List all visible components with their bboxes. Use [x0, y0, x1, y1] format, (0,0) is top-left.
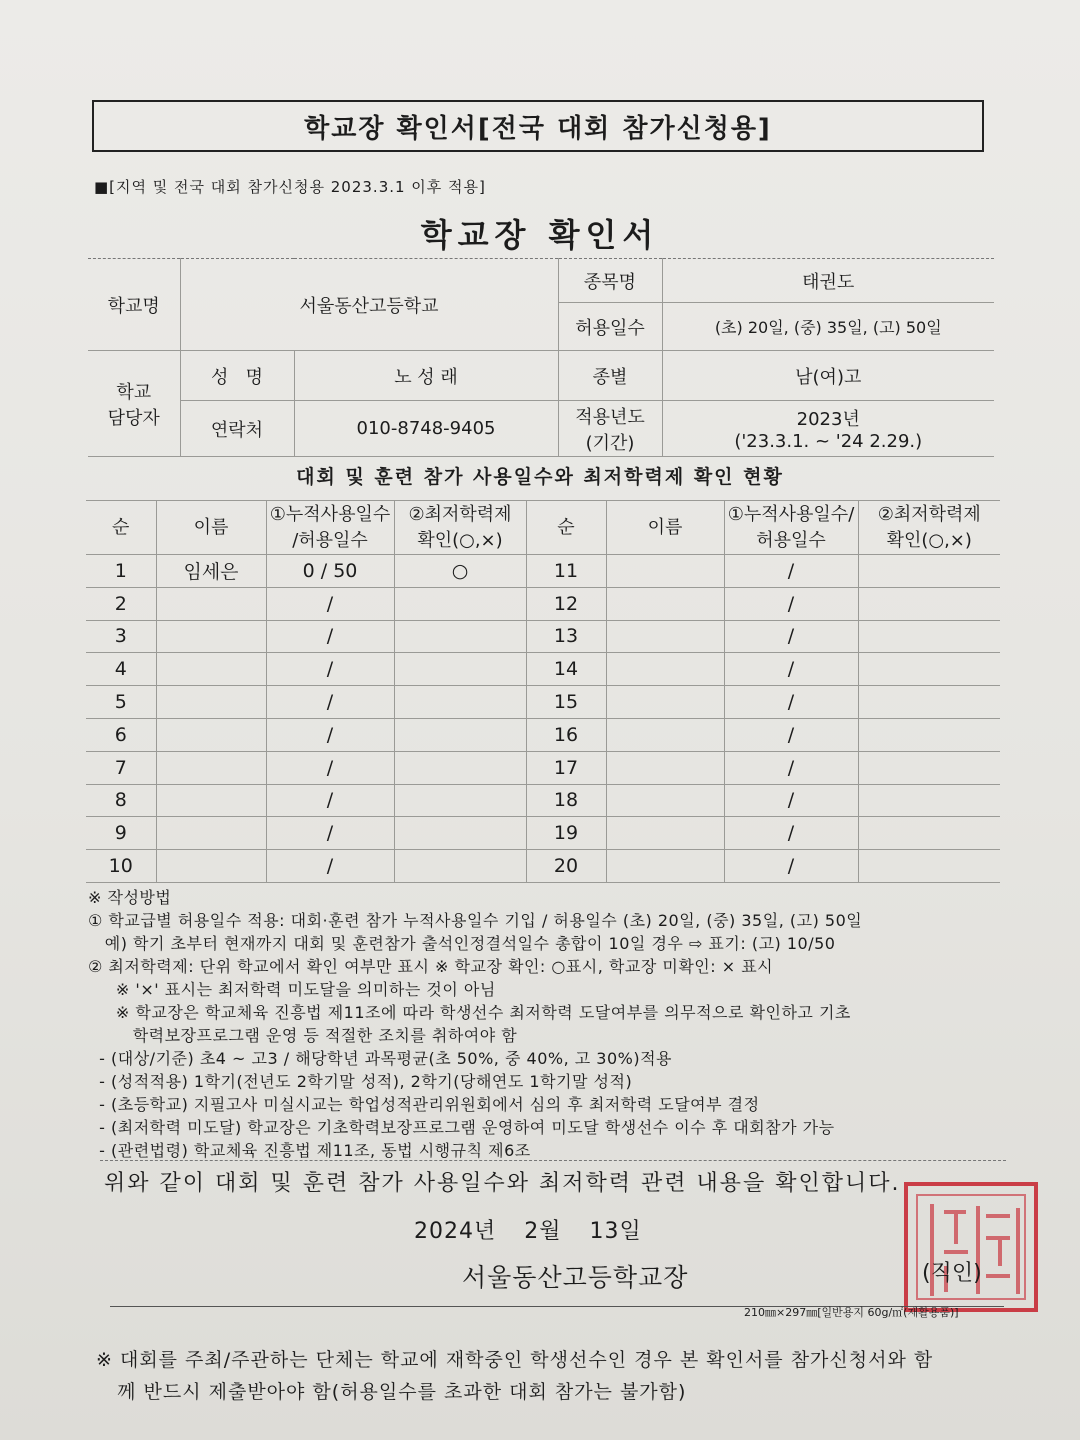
guide-line: ※ 작성방법	[88, 888, 172, 907]
row-days: /	[724, 686, 858, 719]
writing-guide	[88, 886, 1018, 1162]
row-days: /	[266, 653, 394, 686]
row-name	[156, 587, 266, 620]
guide-line: ※ 학교장은 학교체육 진흥법 제11조에 따라 학생선수 최저학력 도달여부를 의무적으로 확인하고 기초	[88, 1003, 851, 1022]
row-no: 16	[526, 718, 606, 751]
row-no: 15	[526, 686, 606, 719]
year-value	[662, 401, 994, 457]
row-name	[606, 587, 724, 620]
row-days: /	[724, 653, 858, 686]
col-min-right-line2: 확인(○,×)	[886, 529, 972, 551]
row-name	[156, 751, 266, 784]
row-min-check	[858, 686, 1000, 719]
row-name	[156, 686, 266, 719]
row-days: /	[266, 817, 394, 850]
row-name	[606, 653, 724, 686]
col-no-right: 순	[526, 501, 606, 555]
row-days: /	[266, 850, 394, 883]
row-min-check	[394, 686, 526, 719]
col-days-right	[724, 501, 858, 555]
row-min-check	[394, 653, 526, 686]
row-name	[606, 555, 724, 588]
guide-line: ① 학교급별 허용일수 적용: 대회·훈련 참가 누적사용일수 기입 / 허용일수 (초) 20일, (중) 35일, (고) 50일	[88, 911, 863, 930]
row-no: 6	[86, 718, 156, 751]
manager-label-line2: 담당자	[107, 407, 160, 429]
table-row	[86, 751, 1000, 784]
issue-date: 2024년 2월 13일	[414, 1219, 642, 1244]
guide-line: - (초등학교) 지필고사 미실시교는 학업성적관리위원회에서 심의 후 최저학력 도달여부 결정	[88, 1095, 760, 1114]
official-seal-icon	[904, 1182, 1038, 1312]
row-name	[606, 718, 724, 751]
row-no: 5	[86, 686, 156, 719]
table-row	[86, 718, 1000, 751]
row-days: /	[724, 620, 858, 653]
status-table	[86, 500, 1000, 883]
row-min-check	[394, 620, 526, 653]
col-name-right: 이름	[606, 501, 724, 555]
row-name	[606, 784, 724, 817]
row-name	[156, 718, 266, 751]
row-no: 11	[526, 555, 606, 588]
row-name	[156, 620, 266, 653]
name-value: 노 성 래	[294, 351, 558, 401]
gender-value: 남(여)고	[662, 351, 994, 401]
paper-spec-note: 210㎜×297㎜[일반용지 60g/㎡(재활용품)]	[744, 1306, 959, 1319]
allowed-days-value: (초) 20일, (중) 35일, (고) 50일	[662, 303, 994, 351]
row-days: /	[724, 817, 858, 850]
contact-label: 연락처	[180, 401, 294, 457]
row-min-check	[858, 817, 1000, 850]
row-min-check	[858, 587, 1000, 620]
col-min-left-line1: ②최저학력제	[408, 503, 512, 525]
guide-line: ※ '×' 표시는 최저학력 미도달을 의미하는 것이 아님	[88, 980, 496, 999]
guide-line: - (대상/기준) 초4 ~ 고3 / 해당학년 과목평균(초 50%, 중 40%, 고 30%)적용	[88, 1049, 673, 1068]
status-section-title: 대회 및 훈련 참가 사용일수와 최저학력제 확인 현황	[296, 466, 784, 488]
main-title: 학교장 확인서	[420, 216, 660, 254]
row-no: 12	[526, 587, 606, 620]
school-label: 학교명	[88, 259, 180, 351]
row-days: /	[724, 784, 858, 817]
row-name	[156, 817, 266, 850]
manager-label-line1: 학교	[116, 381, 152, 403]
row-name	[156, 784, 266, 817]
col-min-right-line1: ②최저학력제	[877, 503, 981, 525]
row-days: /	[266, 784, 394, 817]
confirmation-statement: 위와 같이 대회 및 훈련 참가 사용일수와 최저학력 관련 내용을 확인합니다.	[104, 1171, 901, 1196]
guide-line: - (최저학력 미도달) 학교장은 기초학력보장프로그램 운영하여 미도달 학생선수 이수 후 대회참가 가능	[88, 1118, 835, 1137]
document-box-title: 학교장 확인서[전국 대회 참가신청용]	[92, 100, 984, 152]
col-days-left	[266, 501, 394, 555]
row-no: 20	[526, 850, 606, 883]
year-value-line2: ('23.3.1. ~ '24 2.29.)	[734, 431, 923, 452]
row-no: 14	[526, 653, 606, 686]
row-name	[606, 686, 724, 719]
table-row	[86, 555, 1000, 588]
submission-note	[96, 1344, 1026, 1408]
manager-label	[88, 351, 180, 457]
note-line: ※ 대회를 주최/주관하는 단체는 학교에 재학중인 학생선수인 경우 본 확인서를 참가신청서와 함	[96, 1349, 934, 1371]
row-days: /	[266, 587, 394, 620]
divider	[100, 1160, 1006, 1161]
row-name	[156, 850, 266, 883]
event-label: 종목명	[558, 259, 662, 303]
guide-line: - (관련법령) 학교체육 진흥법 제11조, 동법 시행규칙 제6조	[88, 1141, 531, 1160]
row-days: /	[266, 620, 394, 653]
row-min-check	[858, 555, 1000, 588]
col-days-left-line1: ①누적사용일수	[269, 503, 391, 525]
row-min-check	[858, 653, 1000, 686]
row-no: 7	[86, 751, 156, 784]
allowed-days-label: 허용일수	[558, 303, 662, 351]
row-days: /	[724, 718, 858, 751]
year-value-line1: 2023년	[796, 409, 860, 430]
table-row	[86, 686, 1000, 719]
row-no: 10	[86, 850, 156, 883]
table-row	[86, 784, 1000, 817]
row-min-check	[858, 751, 1000, 784]
note-line: 께 반드시 제출받아야 함(허용일수를 초과한 대회 참가는 불가함)	[96, 1381, 687, 1403]
row-days: /	[724, 850, 858, 883]
row-min-check	[394, 751, 526, 784]
row-name	[606, 751, 724, 784]
table-row	[86, 653, 1000, 686]
seal-mark-text: (직인)	[922, 1261, 982, 1286]
row-min-check	[394, 587, 526, 620]
row-name: 임세은	[156, 555, 266, 588]
guide-line: 학력보장프로그램 운영 등 적절한 조치를 취하여야 함	[88, 1026, 518, 1045]
row-min-check	[858, 620, 1000, 653]
col-days-right-line2: 허용일수	[756, 529, 826, 551]
row-days: /	[724, 751, 858, 784]
row-days: 0 / 50	[266, 555, 394, 588]
table-row	[86, 620, 1000, 653]
row-no: 2	[86, 587, 156, 620]
row-no: 4	[86, 653, 156, 686]
row-min-check	[394, 817, 526, 850]
guide-line: 예) 학기 초부터 현재까지 대회 및 훈련참가 출석인정결석일수 총합이 10일 경우 ⇨ 표기: (고) 10/50	[88, 934, 836, 953]
table-row	[86, 850, 1000, 883]
row-min-check	[858, 784, 1000, 817]
table-row	[86, 817, 1000, 850]
row-min-check	[394, 718, 526, 751]
row-name	[606, 850, 724, 883]
row-min-check	[858, 718, 1000, 751]
year-label-line2: (기간)	[585, 432, 635, 454]
gender-label: 종별	[558, 351, 662, 401]
row-days: /	[266, 751, 394, 784]
row-days: /	[266, 718, 394, 751]
info-table	[88, 258, 994, 457]
col-no-left: 순	[86, 501, 156, 555]
col-name-left: 이름	[156, 501, 266, 555]
row-no: 3	[86, 620, 156, 653]
name-label: 성 명	[180, 351, 294, 401]
row-name	[606, 817, 724, 850]
year-label-line1: 적용년도	[575, 406, 645, 428]
row-no: 13	[526, 620, 606, 653]
row-min-check	[394, 850, 526, 883]
event-value: 태권도	[662, 259, 994, 303]
row-min-check	[858, 850, 1000, 883]
school-value: 서울동산고등학교	[180, 259, 558, 351]
col-min-left-line2: 확인(○,×)	[417, 529, 503, 551]
guide-line: - (성적적용) 1학기(전년도 2학기말 성적), 2학기(당해연도 1학기말 성적)	[88, 1072, 633, 1091]
row-min-check: ○	[394, 555, 526, 588]
row-name	[156, 653, 266, 686]
row-no: 18	[526, 784, 606, 817]
col-days-left-line2: /허용일수	[292, 529, 368, 551]
contact-value: 010-8748-9405	[294, 401, 558, 457]
row-days: /	[724, 587, 858, 620]
principal-name: 서울동산고등학교장	[462, 1263, 689, 1292]
row-no: 9	[86, 817, 156, 850]
row-min-check	[394, 784, 526, 817]
year-label	[558, 401, 662, 457]
row-no: 17	[526, 751, 606, 784]
row-no: 19	[526, 817, 606, 850]
row-no: 8	[86, 784, 156, 817]
col-min-right	[858, 501, 1000, 555]
guide-line: ② 최저학력제: 단위 학교에서 확인 여부만 표시 ※ 학교장 확인: ○표시, 학교장 미확인: × 표시	[88, 957, 774, 976]
applicability-notice: ■[지역 및 전국 대회 참가신청용 2023.3.1 이후 적용]	[94, 178, 486, 196]
col-days-right-line1: ①누적사용일수/	[727, 503, 855, 525]
row-days: /	[266, 686, 394, 719]
row-days: /	[724, 555, 858, 588]
row-no: 1	[86, 555, 156, 588]
table-row	[86, 587, 1000, 620]
col-min-left	[394, 501, 526, 555]
row-name	[606, 620, 724, 653]
